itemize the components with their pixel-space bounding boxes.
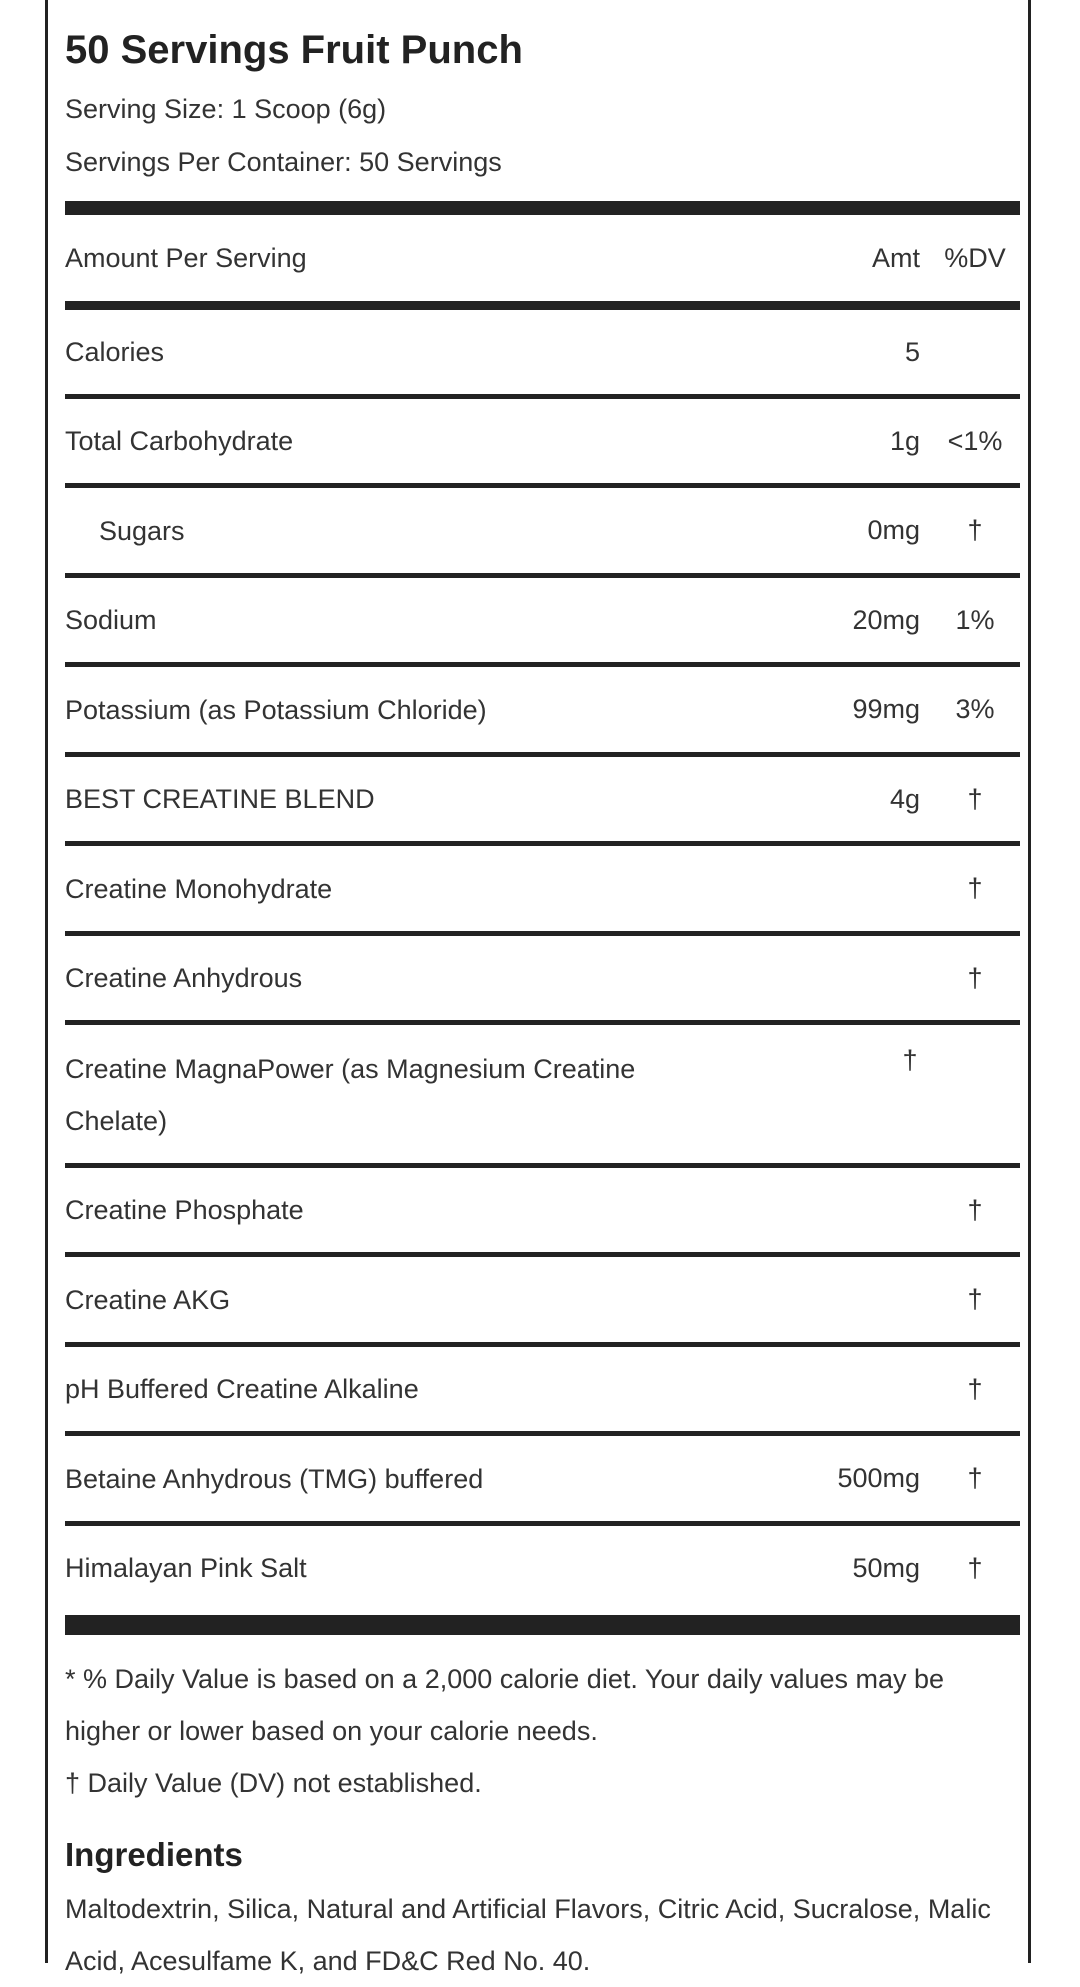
nutrient-name: BEST CREATINE BLEND xyxy=(65,784,375,814)
nutrient-amount: 20mg xyxy=(852,604,920,635)
divider-medium xyxy=(65,301,1020,310)
servings-per-container: Servings Per Container: 50 Servings xyxy=(65,147,502,177)
nutrient-name: Calories xyxy=(65,337,165,367)
table-row xyxy=(65,488,1020,573)
nutrient-dv: <1% xyxy=(947,425,1003,456)
nutrient-name: Sodium xyxy=(65,605,157,635)
table-row xyxy=(65,846,1020,931)
nutrient-amount: 5 xyxy=(904,336,920,367)
nutrient-dv: † xyxy=(967,1463,983,1493)
nutrient-dv: † xyxy=(902,1045,918,1075)
nutrient-dv: † xyxy=(967,1194,983,1225)
nutrient-dv: 3% xyxy=(955,694,995,724)
divider-thick xyxy=(65,201,1020,215)
table-row xyxy=(65,1168,1020,1252)
nutrient-amount: 4g xyxy=(889,783,920,814)
nutrition-content xyxy=(65,0,1020,1987)
nutrient-name: Creatine MagnaPower (as Magnesium Creatine Chelate) xyxy=(65,1054,636,1136)
footnote-dagger: † Daily Value (DV) not established. xyxy=(65,1768,482,1798)
nutrient-name: Sugars xyxy=(99,515,185,546)
nutrient-dv: 1% xyxy=(955,604,995,635)
table-row xyxy=(65,1257,1020,1342)
nutrient-name: Himalayan Pink Salt xyxy=(65,1553,307,1583)
serving-size: Serving Size: 1 Scoop (6g) xyxy=(65,94,387,124)
table-row xyxy=(65,578,1020,662)
nutrient-name: pH Buffered Creatine Alkaline xyxy=(65,1374,419,1404)
nutrient-dv: † xyxy=(967,783,983,814)
header-amt: Amt xyxy=(871,242,920,273)
nutrient-name: Creatine AKG xyxy=(65,1284,231,1315)
table-row xyxy=(65,936,1020,1020)
table-row xyxy=(65,757,1020,841)
product-title: 50 Servings Fruit Punch xyxy=(65,28,523,72)
footnote-daily-value: * % Daily Value is based on a 2,000 calorie diet. Your daily values may be higher or lower based on your calorie needs. xyxy=(65,1664,945,1746)
header-amount-per-serving: Amount Per Serving xyxy=(65,243,307,273)
nutrient-name: Creatine Monohydrate xyxy=(65,873,333,904)
nutrient-dv: † xyxy=(967,1373,983,1404)
table-row xyxy=(65,667,1020,752)
nutrient-dv: † xyxy=(967,515,983,545)
ingredients-heading: Ingredients xyxy=(65,1836,243,1873)
table-row xyxy=(65,1436,1020,1521)
nutrient-name: Betaine Anhydrous (TMG) buffered xyxy=(65,1463,484,1494)
table-row xyxy=(65,1347,1020,1431)
nutrient-dv: † xyxy=(967,1552,983,1583)
nutrient-dv: † xyxy=(967,962,983,993)
nutrient-amount: 1g xyxy=(889,425,920,456)
nutrient-amount: 99mg xyxy=(852,694,920,724)
nutrient-name: Creatine Phosphate xyxy=(65,1195,304,1225)
table-row xyxy=(65,1526,1020,1610)
nutrient-dv: † xyxy=(967,873,983,903)
nutrient-amount: 0mg xyxy=(867,515,920,545)
nutrient-dv: † xyxy=(967,1284,983,1314)
ingredients-list: Maltodextrin, Silica, Natural and Artificial Flavors, Citric Acid, Sucralose, Malic Acid, Acesulfame K, and FD&C Red No. 40. xyxy=(65,1894,991,1976)
header-dv: %DV xyxy=(944,242,1006,273)
nutrition-facts-panel xyxy=(45,0,1031,1976)
table-header xyxy=(65,215,1020,301)
nutrient-amount: 50mg xyxy=(852,1552,920,1583)
nutrient-name: Potassium (as Potassium Chloride) xyxy=(65,694,487,725)
nutrient-name: Creatine Anhydrous xyxy=(65,963,303,993)
table-row xyxy=(65,310,1020,394)
nutrient-name: Total Carbohydrate xyxy=(65,426,294,456)
divider-thick-bottom xyxy=(65,1615,1020,1635)
nutrient-amount: 500mg xyxy=(837,1463,920,1493)
table-row xyxy=(65,399,1020,483)
table-row xyxy=(65,1025,1020,1163)
